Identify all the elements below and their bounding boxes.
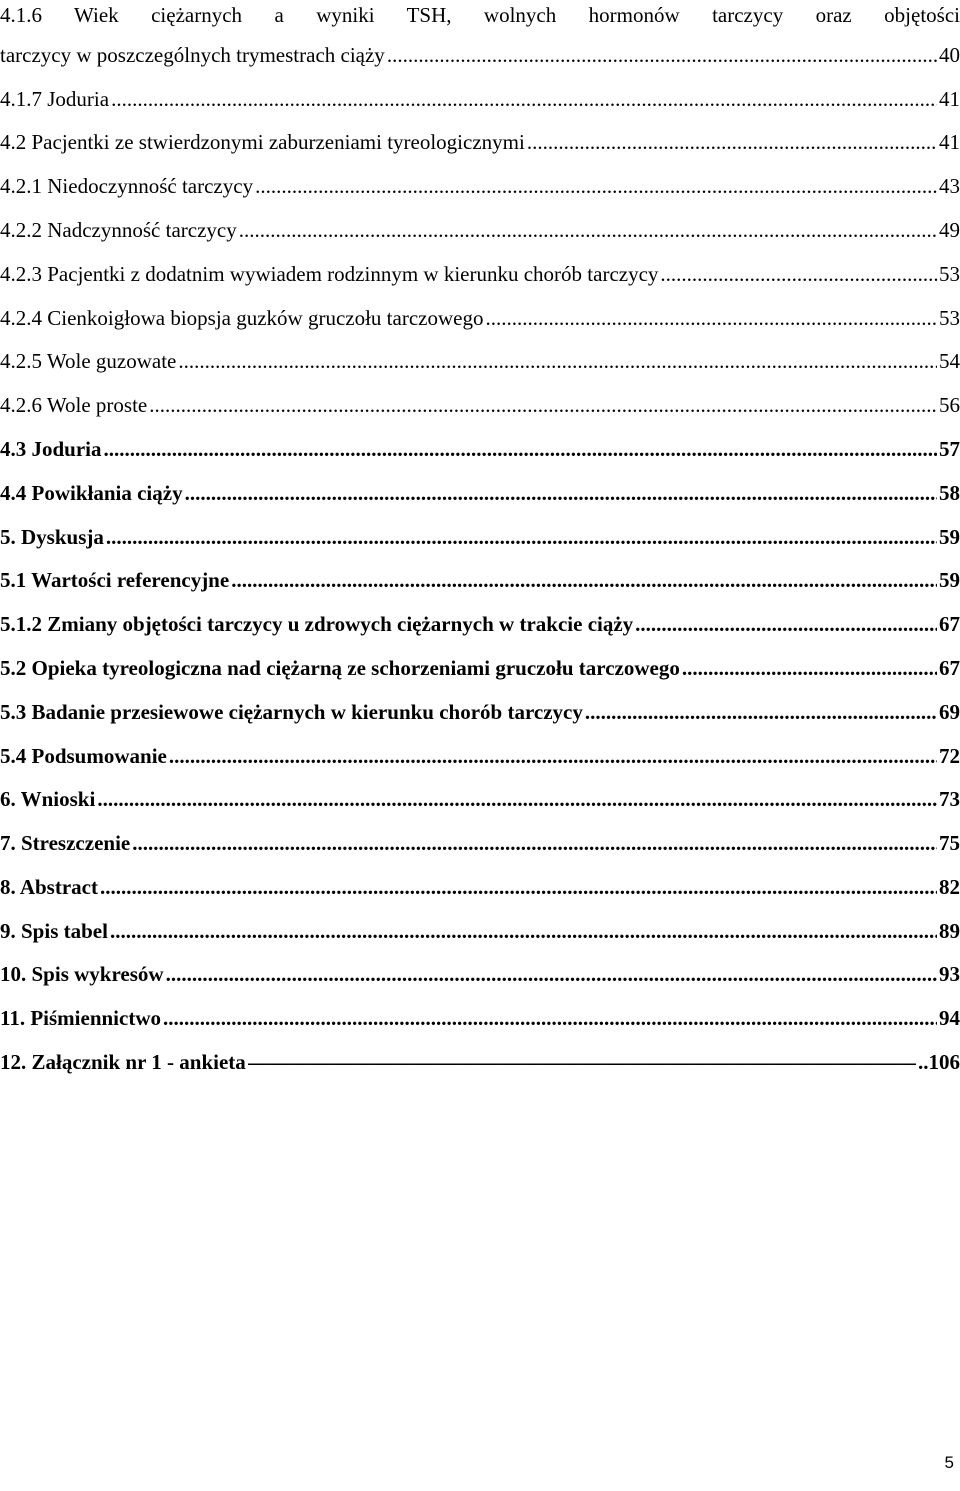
toc-dot-leader xyxy=(635,609,937,639)
toc-entry-label: 4.3 Joduria xyxy=(0,437,102,461)
toc-entry-label: 11. Piśmiennictwo xyxy=(0,1006,161,1030)
toc-entry[interactable] xyxy=(0,40,960,70)
toc-entry-page: 93 xyxy=(939,962,960,986)
toc-entry-label: 7. Streszczenie xyxy=(0,831,131,855)
toc-dot-leader xyxy=(682,653,937,683)
toc-dot-leader xyxy=(100,872,937,902)
toc-entry-label: 5.1.2 Zmiany objętości tarczycy u zdrowych ciężarnych w trakcie ciąży xyxy=(0,612,634,636)
toc-entry[interactable] xyxy=(0,1047,960,1077)
toc-entry[interactable] xyxy=(0,259,960,289)
toc-dot-leader xyxy=(104,434,937,464)
toc-entry[interactable] xyxy=(0,653,960,683)
toc-entry[interactable] xyxy=(0,303,960,333)
toc-dot-leader xyxy=(248,1047,916,1077)
toc-dot-leader xyxy=(185,478,937,508)
toc-entry[interactable] xyxy=(0,84,960,114)
toc-entry-label: 4.2 Pacjentki ze stwierdzonymi zaburzeniami tyreologicznymi xyxy=(0,130,525,154)
toc-entry-page: 72 xyxy=(939,744,960,768)
toc-entry[interactable] xyxy=(0,741,960,771)
toc-dot-leader xyxy=(132,828,937,858)
toc-entry-page: 59 xyxy=(939,568,960,592)
toc-entry[interactable] xyxy=(0,697,960,727)
toc-dot-leader xyxy=(585,697,937,727)
toc-entry-page: 57 xyxy=(939,437,960,461)
toc-entry[interactable] xyxy=(0,346,960,376)
toc-entry[interactable] xyxy=(0,784,960,814)
toc-entry-page: 75 xyxy=(939,831,960,855)
toc-entry-page: 67 xyxy=(939,612,960,636)
toc-entry[interactable] xyxy=(0,522,960,552)
toc-entry[interactable] xyxy=(0,215,960,245)
toc-entry[interactable] xyxy=(0,916,960,946)
toc-entry-page: 40 xyxy=(939,43,960,67)
toc-entry-page: 59 xyxy=(939,525,960,549)
toc-dot-leader xyxy=(485,303,937,333)
toc-entry-page: 41 xyxy=(939,87,960,111)
toc-entry-label: 12. Załącznik nr 1 - ankieta xyxy=(0,1050,246,1074)
toc-dot-leader xyxy=(178,346,937,376)
toc-entry-label: 5.4 Podsumowanie xyxy=(0,744,167,768)
toc-dot-leader xyxy=(110,916,937,946)
toc-dot-leader xyxy=(231,565,937,595)
toc-entry[interactable] xyxy=(0,478,960,508)
toc-entry-label: 4.2.3 Pacjentki z dodatnim wywiadem rodzinnym w kierunku chorób tarczycy xyxy=(0,262,659,286)
toc-entry-page: 41 xyxy=(939,130,960,154)
toc-dot-leader xyxy=(660,259,937,289)
toc-entry-label: tarczycy w poszczególnych trymestrach ciąży xyxy=(0,43,385,67)
toc-entry[interactable] xyxy=(0,959,960,989)
toc-entry-label: 9. Spis tabel xyxy=(0,919,108,943)
toc-entry-page: 43 xyxy=(939,174,960,198)
toc-entry-page: 69 xyxy=(939,700,960,724)
toc-entry-page: 56 xyxy=(939,393,960,417)
toc-entry-page: 82 xyxy=(939,875,960,899)
toc-entry-page: 67 xyxy=(939,656,960,680)
toc-dot-leader xyxy=(106,522,937,552)
toc-entry-page: 73 xyxy=(939,787,960,811)
toc-entry[interactable] xyxy=(0,872,960,902)
toc-entry-label: 4.4 Powikłania ciąży xyxy=(0,481,183,505)
toc-entry[interactable] xyxy=(0,390,960,420)
toc-dot-leader xyxy=(163,1003,937,1033)
toc-dot-leader xyxy=(166,959,937,989)
toc-entry-heading-line: 4.1.6 Wiek ciężarnych a wyniki TSH, wolnych hormonów tarczycy oraz objętości xyxy=(0,3,960,27)
toc-entry-label: 5.3 Badanie przesiewowe ciężarnych w kierunku chorób tarczycy xyxy=(0,700,583,724)
toc-entry-label: 4.2.2 Nadczynność tarczycy xyxy=(0,218,237,242)
toc-entry[interactable] xyxy=(0,609,960,639)
toc-entry-page: ..106 xyxy=(918,1050,960,1074)
toc-entry[interactable] xyxy=(0,1003,960,1033)
toc-entry[interactable] xyxy=(0,127,960,157)
toc-entry-label: 4.2.6 Wole proste xyxy=(0,393,148,417)
toc-entry[interactable] xyxy=(0,434,960,464)
toc-entry-label: 5.1 Wartości referencyjne xyxy=(0,568,230,592)
toc-dot-leader xyxy=(169,741,937,771)
toc-entry-label: 6. Wnioski xyxy=(0,787,96,811)
toc-dot-leader xyxy=(239,215,937,245)
toc-entry-page: 89 xyxy=(939,919,960,943)
toc-entry-page: 53 xyxy=(939,262,960,286)
toc-entry-label: 4.1.7 Joduria xyxy=(0,87,110,111)
toc-entry-label: 5. Dyskusja xyxy=(0,525,104,549)
toc-dot-leader xyxy=(255,171,937,201)
toc-entry[interactable] xyxy=(0,828,960,858)
toc-dot-leader xyxy=(97,784,937,814)
toc-entry[interactable] xyxy=(0,565,960,595)
toc-entry-label: 10. Spis wykresów xyxy=(0,962,164,986)
toc-entry-label: 8. Abstract xyxy=(0,875,98,899)
toc-dot-leader xyxy=(387,40,937,70)
toc-dot-leader xyxy=(111,84,937,114)
toc-entry-label: 5.2 Opieka tyreologiczna nad ciężarną ze schorzeniami gruczołu tarczowego xyxy=(0,656,680,680)
page-number: 5 xyxy=(944,1453,954,1472)
toc-entry-label: 4.2.5 Wole guzowate xyxy=(0,349,177,373)
toc-entry-page: 94 xyxy=(939,1006,960,1030)
toc-entry[interactable] xyxy=(0,171,960,201)
toc-entry-page: 54 xyxy=(939,349,960,373)
toc-entry-page: 58 xyxy=(939,481,960,505)
toc-entry-label: 4.2.4 Cienkoigłowa biopsja guzków gruczołu tarczowego xyxy=(0,306,484,330)
toc-dot-leader xyxy=(527,127,937,157)
toc-entry-label: 4.2.1 Niedoczynność tarczycy xyxy=(0,174,254,198)
toc-entry-page: 49 xyxy=(939,218,960,242)
toc-entry-page: 53 xyxy=(939,306,960,330)
toc-dot-leader xyxy=(149,390,937,420)
